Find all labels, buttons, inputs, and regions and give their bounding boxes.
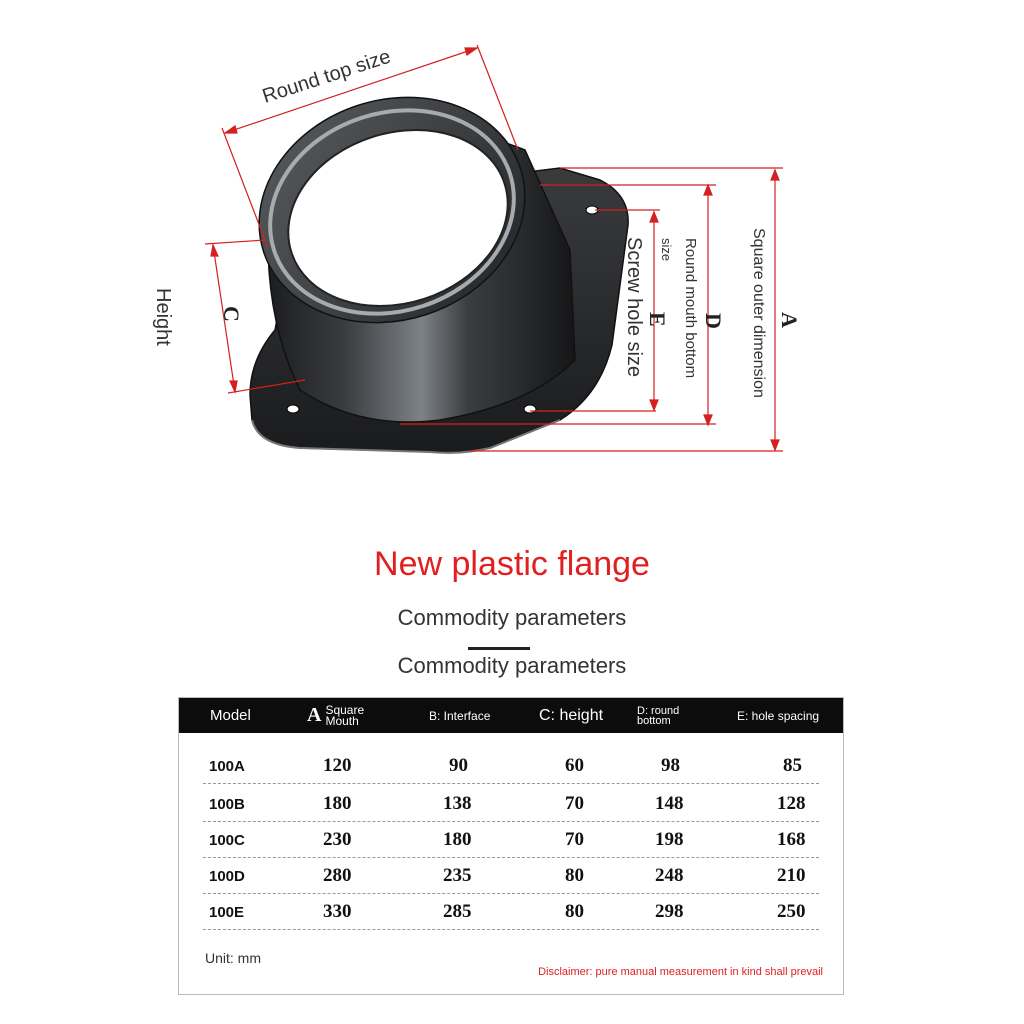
header-d (637, 698, 679, 733)
round-top-label: Round top size (259, 45, 394, 108)
cell-model: 100E (209, 903, 245, 921)
cell-c: 80 (565, 865, 584, 886)
disclaimer-text: Disclaimer: pure manual measurement in kind shall prevail (538, 966, 823, 978)
cell-d: 98 (661, 755, 680, 776)
table-row (203, 822, 819, 858)
cell-a: 280 (323, 865, 352, 886)
cell-e: 128 (777, 793, 806, 814)
header-d-line1: D: round (637, 704, 680, 717)
size-label: size (659, 238, 674, 262)
cell-b: 285 (443, 901, 472, 922)
divider (468, 647, 530, 650)
page-title: New plastic flange (374, 545, 650, 583)
cell-d: 148 (655, 793, 684, 814)
cell-b: 138 (443, 793, 472, 814)
cell-e: 250 (777, 901, 806, 922)
header-c: C: height (539, 706, 604, 724)
cell-e: 210 (777, 865, 806, 886)
table-row (203, 786, 819, 822)
header-a (307, 698, 364, 733)
cell-b: 235 (443, 865, 472, 886)
unit-label: Unit: mm (205, 950, 261, 966)
cell-model: 100A (209, 757, 245, 775)
cell-d: 248 (655, 865, 684, 886)
cell-d: 298 (655, 901, 684, 922)
table-row (203, 894, 819, 930)
cell-d: 198 (655, 829, 684, 850)
table-row (203, 858, 819, 894)
cell-c: 70 (565, 793, 584, 814)
cell-a: 330 (323, 901, 352, 922)
cell-c: 60 (565, 755, 584, 776)
header-b: B: Interface (429, 708, 491, 723)
cell-c: 80 (565, 901, 584, 922)
parameters-table (178, 697, 844, 995)
cell-model: 100D (209, 867, 245, 885)
screw-hole-label: Screw hole size (623, 237, 645, 378)
header-a-line2: Mouth (325, 713, 359, 728)
cell-a: 120 (323, 755, 352, 776)
table-row (203, 748, 819, 784)
height-label: Height (152, 288, 174, 346)
letter-e: E (645, 312, 670, 327)
screw-hole-right (524, 405, 536, 413)
header-model: Model (210, 707, 251, 724)
table-header (179, 698, 843, 733)
cell-b: 90 (449, 755, 468, 776)
cell-a: 180 (323, 793, 352, 814)
header-d-line2: bottom (637, 714, 671, 727)
screw-hole-left (287, 405, 299, 413)
square-outer-label: Square outer dimension (750, 228, 767, 398)
cell-e: 168 (777, 829, 806, 850)
round-bottom-label: Round mouth bottom (682, 238, 699, 379)
subtitle-primary: Commodity parameters (397, 605, 627, 630)
cell-a: 230 (323, 829, 352, 850)
cell-b: 180 (443, 829, 472, 850)
cell-c: 70 (565, 829, 584, 850)
flange-diagram (0, 0, 1024, 500)
letter-d: D (701, 313, 726, 329)
subtitle-secondary: Commodity parameters (397, 653, 627, 678)
header-a-line1: Square (325, 702, 365, 717)
letter-c: C (219, 306, 244, 322)
header-a-text (325, 702, 365, 728)
header-a-letter: A (307, 704, 322, 726)
cell-model: 100B (209, 795, 245, 813)
cell-model: 100C (209, 831, 245, 849)
cell-e: 85 (783, 755, 802, 776)
header-e: E: hole spacing (737, 708, 820, 723)
letter-a: A (777, 312, 802, 328)
